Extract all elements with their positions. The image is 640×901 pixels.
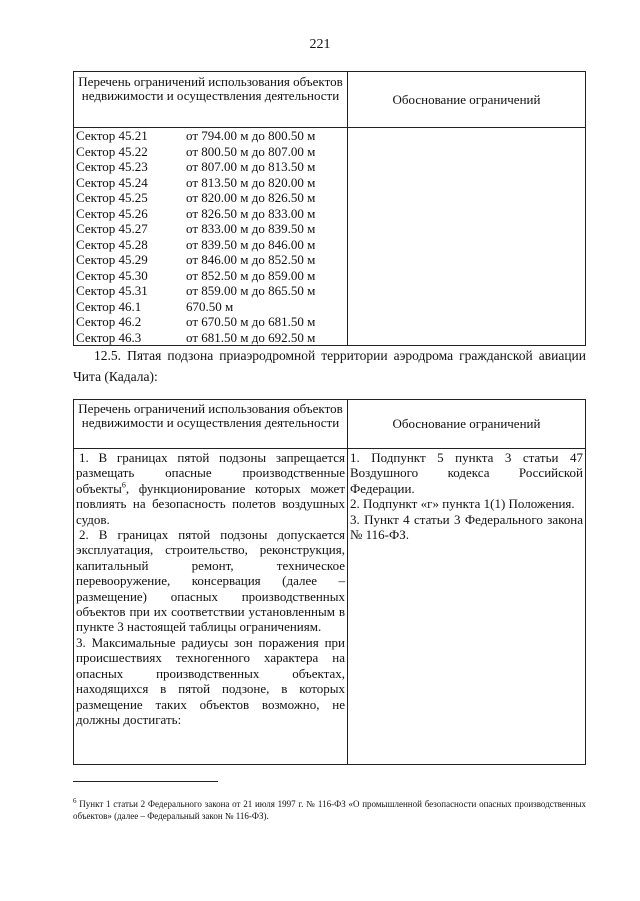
sector-list xyxy=(74,128,348,346)
sector-range: от 833.00 м до 839.50 м xyxy=(186,221,316,236)
sector-row xyxy=(76,128,345,144)
restrictions-cell xyxy=(74,449,348,765)
sector-range: от 826.50 м до 833.00 м xyxy=(186,205,316,221)
sector-row xyxy=(76,159,345,175)
sector-name: Сектор 45.25 xyxy=(76,190,148,205)
sector-name: Сектор 45.27 xyxy=(76,221,148,236)
sector-row xyxy=(76,175,345,191)
table1-header-basis: Обоснование ограничений xyxy=(348,72,586,128)
restriction-item-1-text-b: , функционирование которых может повлиять на безопасность полетов воздушных судов. xyxy=(76,480,345,527)
sector-row xyxy=(76,268,345,284)
sector-name: Сектор 45.31 xyxy=(76,283,148,298)
basis-cell xyxy=(348,449,586,765)
sector-name: Сектор 45.24 xyxy=(76,174,148,190)
sector-range: 670.50 м xyxy=(186,298,234,314)
sector-range: от 859.00 м до 865.50 м xyxy=(186,283,316,298)
table1-header-restrictions: Перечень ограничений использования объектов недвижимости и осуществления деятельности xyxy=(74,72,348,128)
sector-range: от 813.50 м до 820.00 м xyxy=(186,174,316,190)
sector-row xyxy=(76,314,345,330)
sector-row xyxy=(76,221,345,237)
sector-name: Сектор 46.1 xyxy=(76,298,142,314)
sector-range: от 794.00 м до 800.50 м xyxy=(186,128,316,143)
sectors-table xyxy=(73,71,586,346)
basis-item-1: 1. Подпункт 5 пункта 3 статьи 47 Воздушного кодекса Российской Федерации. xyxy=(350,450,583,496)
sector-name: Сектор 45.26 xyxy=(76,205,148,221)
sector-row xyxy=(76,190,345,206)
sector-row xyxy=(76,237,345,253)
sector-range: от 670.50 м до 681.50 м xyxy=(186,314,316,329)
restriction-item-3: 3. Максимальные радиусы зон поражения при происшествиях техногенного характера на опасных производственных объектах, находящихся в пятой подзоне, в которых размещение таких объектов возможно, не должны достигать: xyxy=(76,634,345,727)
sector-name: Сектор 45.28 xyxy=(76,236,148,252)
sector-row xyxy=(76,206,345,222)
sector-name: Сектор 46.2 xyxy=(76,314,142,329)
page-number: 221 xyxy=(309,37,331,52)
sector-name: Сектор 45.22 xyxy=(76,143,148,159)
sector-range: от 807.00 м до 813.50 м xyxy=(186,159,316,174)
sector-row xyxy=(76,283,345,299)
sector-range: от 839.50 м до 846.00 м xyxy=(186,236,316,252)
sector-range: от 852.50 м до 859.00 м xyxy=(186,267,316,283)
sector-name: Сектор 45.30 xyxy=(76,267,148,283)
restrictions-table xyxy=(73,399,586,765)
sector-range: от 820.00 м до 826.50 м xyxy=(186,190,316,205)
section-paragraph: 12.5. Пятая подзона приаэродромной территории аэродрома гражданской авиации Чита (Кадала): xyxy=(73,348,586,384)
sector-range: от 800.50 м до 807.00 м xyxy=(186,143,316,159)
footnote xyxy=(73,798,586,822)
basis-item-3: 3. Пункт 4 статьи 3 Федерального закона № 116-ФЗ. xyxy=(350,511,583,543)
restriction-item-1 xyxy=(76,450,345,527)
footnote-text: Пункт 1 статьи 2 Федерального закона от 21 июля 1997 г. № 116-ФЗ «О промышленной безопасности опасных производственных объектов» (далее – Федеральный закон № 116-ФЗ). xyxy=(73,799,587,821)
sector-row xyxy=(76,144,345,160)
footnote-marker: 6 xyxy=(73,797,77,805)
footnote-ref: 6 xyxy=(121,480,126,490)
table1-basis-cell xyxy=(348,128,586,346)
sector-name: Сектор 45.23 xyxy=(76,159,148,174)
table2-header-basis: Обоснование ограничений xyxy=(348,400,586,449)
sector-range: от 846.00 м до 852.50 м xyxy=(186,252,316,267)
restriction-item-1-text-a: 1. В границах пятой подзоны запрещается размещать опасные производственные объекты xyxy=(76,450,345,496)
footnote-divider xyxy=(73,781,218,782)
sector-name: Сектор 45.21 xyxy=(76,128,148,143)
sector-name: Сектор 46.3 xyxy=(76,329,142,345)
restriction-item-2: 2. В границах пятой подзоны допускается эксплуатация, строительство, реконструкция, капитальный ремонт, техническое перевооружение, консервация (далее – размещение) опасных производственных объектов при их соответствии установленным в пункте 3 настоящей таблицы ограничениям. xyxy=(76,527,345,635)
sector-row xyxy=(76,330,345,346)
sector-range: от 681.50 м до 692.50 м xyxy=(186,329,316,345)
basis-item-2: 2. Подпункт «г» пункта 1(1) Положения. xyxy=(350,496,575,512)
sector-row xyxy=(76,299,345,315)
sector-name: Сектор 45.29 xyxy=(76,252,148,267)
table2-header-restrictions: Перечень ограничений использования объектов недвижимости и осуществления деятельности xyxy=(74,400,348,449)
sector-row xyxy=(76,252,345,268)
